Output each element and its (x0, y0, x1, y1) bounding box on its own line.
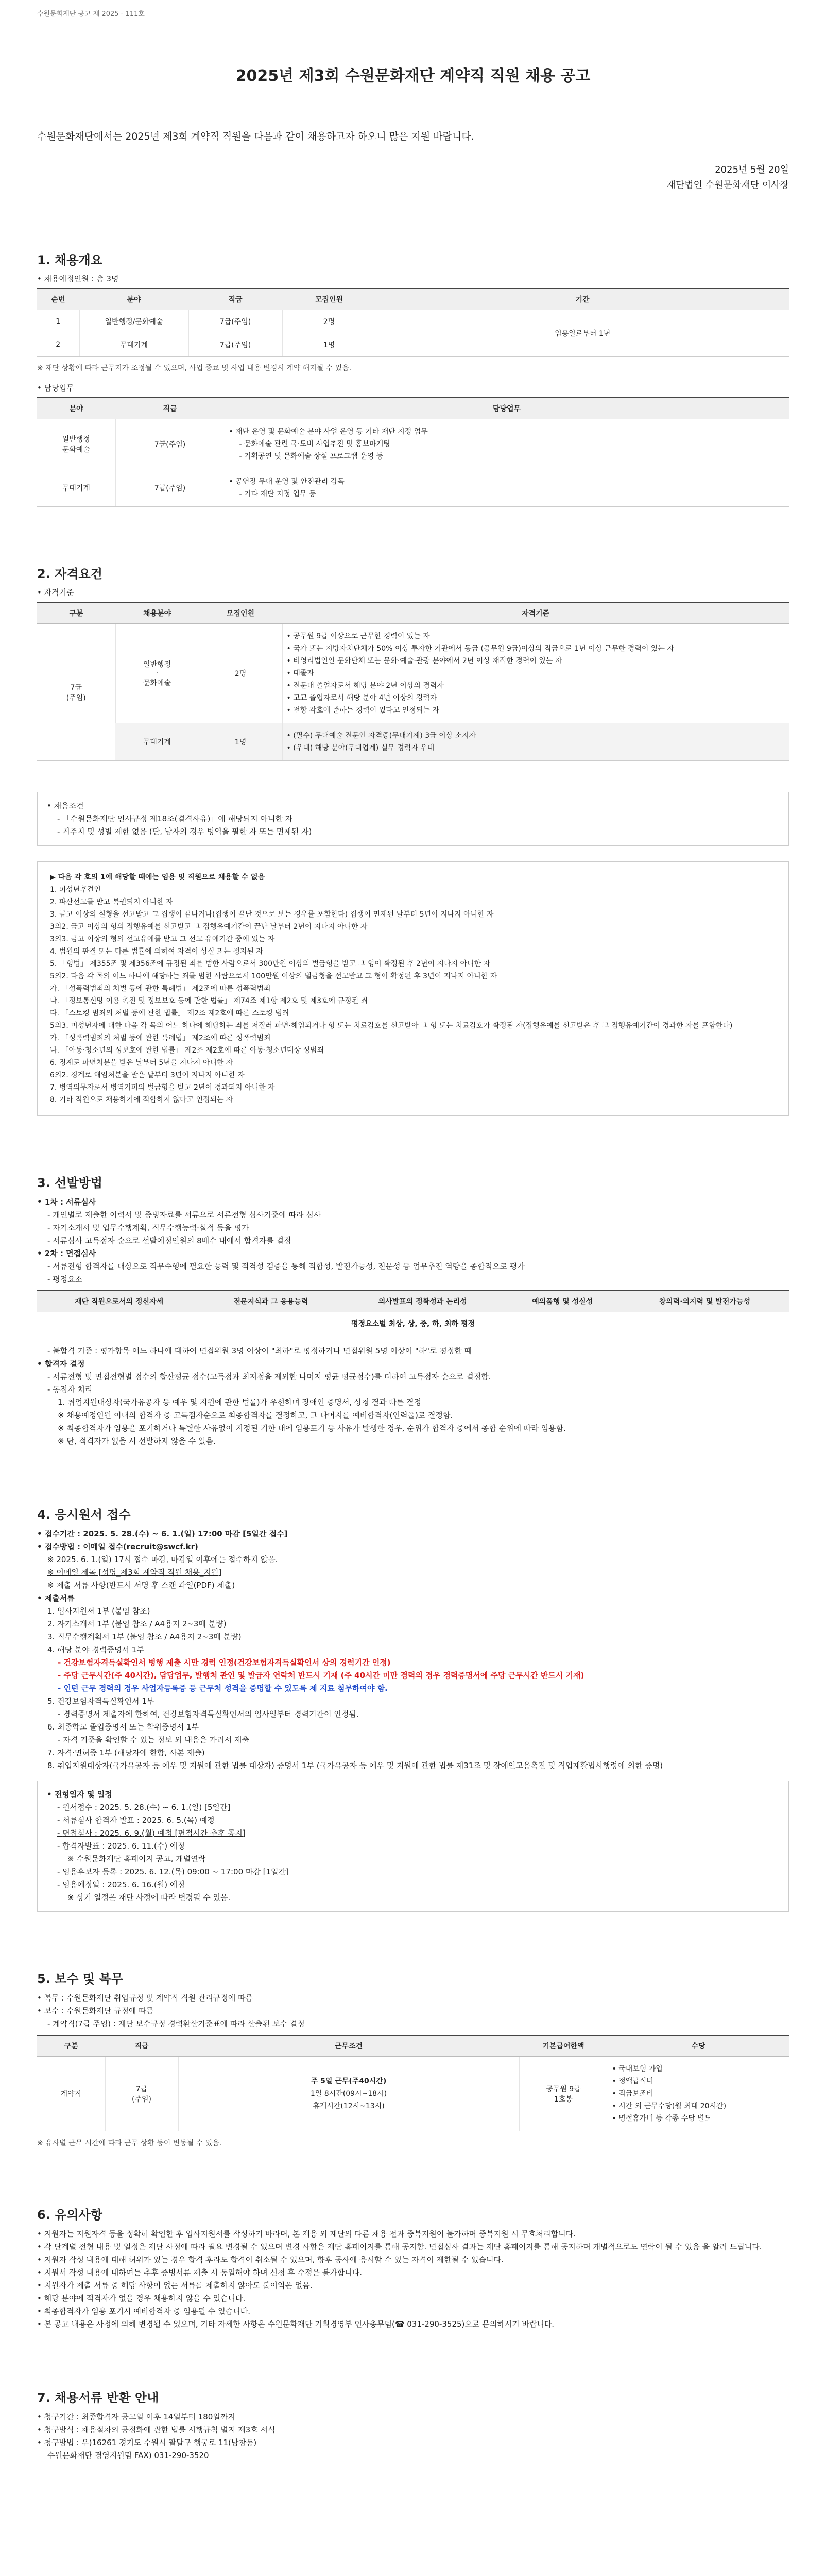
table-row: 무대기계 7급(주임) • 공연장 무대 운영 및 안전관리 감독 - 기타 재단 지정 업무 등 (37, 469, 789, 507)
bullet-criteria: • 자격기준 (37, 588, 74, 597)
bullet-headcount: • 채용예정인원 : 총 3명 (37, 274, 119, 283)
table-row: 7급 (주임) 일반행정 · 문화예술 2명 • 공무원 9급 이상으로 근무한 경력이 있는 자 • 국가 또는 지방자치단체가 50% 이상 투자한 기관에서 동급 (공무원 9급)이상의 직급으로 1년 이상 근무한 경력이 있는 자 • 비영리법인인 문화단체 또는 문화·예술·관광 분야에서 2년 이상 재직한 경력이 있는 자 • 대졸자 • 전문대 졸업자로서 해당 분야 2년 이상의 경력자 • 고교 졸업자로서 해당 분야 4년 이상의 경력자 • 전항 각호에 준하는 경력이 있다고 인정되는 자 (37, 624, 789, 723)
table-row: 계약직 7급 (주임) 주 5일 근무(주40시간) 1일 8시간(09시~18시) 휴게시간(12시~13시) 공무원 9급 1호봉 • 국내보험 가입 • 정액급식비 • 직급보조비 • 시간 외 근무수당(월 최대 20시간) • 명절휴가비 등 각종 수당 별도 (37, 2057, 789, 2131)
section-title-application: 4. 응시원서 접수 (37, 1507, 131, 1522)
section-title-pay: 5. 보수 및 복무 (37, 1972, 123, 1986)
section-title-qualifications: 2. 자격요건 (37, 567, 102, 581)
th-field: 분야 (79, 289, 188, 310)
period-cell: 임용일로부터 1년 (376, 310, 789, 357)
table-row: 일반행정 문화예술 7급(주임) • 재단 운영 및 문화예술 분야 사업 운영 등 기타 재단 지정 업무 - 문화예술 관련 국·도비 사업추진 및 홍보마케팅 - 기획공연 및 문화예술 상설 프로그램 운영 등 (37, 419, 789, 469)
selection-block-2: - 불합격 기준 : 평가항목 어느 하나에 대하여 면접위원 3명 이상이 "최하"로 평정하거나 면접위원 5명 이상이 "하"로 평정한 때 • 합격자 결정 - 서류전형 및 면접전형별 점수의 합산평균 점수(고득점과 최저점을 제외한 나머지 평균 평균점수)를 더하여 고득점자 순으로 결정함. - 동점자 처리 1. 취업지원대상자(국가유공자 등 예우 및 지원에 관한 법률)가 우선하며 장애인 증명서, 상청 결과 따른 결정 ※ 채용예정인원 이내의 합격자 중 고득점자순으로 최종합격자를 결정하고, 그 나머지를 예비합격자(인력풀)로 결정함. ※ 최종합격자가 임용을 포기하거나 특별한 사유없이 지정된 기한 내에 임용포기 등 사유가 발생한 경우, 순위가 합격자 중에서 종합 순위에 따라 임용함. ※ 단, 적격자가 없을 시 선발하지 않을 수 있음. (37, 1346, 566, 1446)
career-note-2: - 주당 근무시간(주 40시간), 담당업무, 발행처 관인 및 발급자 연락처 반드시 기재 (주 40시간 미만 경력의 경우 경력증명서에 주당 근무시간 반드시 기재) (58, 1671, 584, 1680)
pay-note: ※ 유사별 근무 시간에 따라 근무 상황 등이 변동될 수 있음. (37, 2139, 222, 2147)
disqualification-box: ▶ 다음 각 호의 1에 해당할 때에는 임용 및 직원으로 채용할 수 없음 1. 피성년후견인 2. 파산선고를 받고 복권되지 아니한 자 3. 금고 이상의 실형을 선고받고 그 집행이 끝나거나(집행이 끝난 것으로 보는 경우를 포함한다) 집행이 면제된 날부터 5년이 지나지 아니한 자 3의2. 금고 이상의 형의 집행유예를 선고받고 그 집행유예기간이 끝난 날부터 2년이 지나지 아니한 자 3의3. 금고 이상의 형의 선고유예를 받고 그 선고 유예기간 중에 있는 자 4. 법원의 판결 또는 다른 법률에 의하여 자격이 상실 또는 정지된 자 5. 「형법」 제355조 및 제356조에 규정된 죄를 범한 사람으로서 300만원 이상의 벌금형을 받고 그 형이 확정된 후 2년이 지나지 아니한 자 5의2. 다음 각 목의 어느 하나에 해당하는 죄를 범한 사람으로서 100만원 이상의 벌금형을 선고받고 그 형이 확정된 후 3년이 지나지 아니한 자 가. 「성폭력범죄의 처벌 등에 관한 특례법」 제2조에 따른 성폭력범죄 나. 「정보통신망 이용 촉진 및 정보보호 등에 관한 법률」 제74조 제1항 제2호 및 제3호에 규정된 죄 다. 「스토킹 범죄의 처벌 등에 관한 법률」 제2조 제2호에 따른 스토킹 범죄 5의3. 미성년자에 대한 다음 각 목의 어느 하나에 해당하는 죄를 저질러 파면·해임되거나 형 또는 치료감호를 선고받아 그 형 또는 치료감호가 확정된 자(집행유예를 선고받은 후 그 집행유예기간이 경과한 자를 포함한다) 가. 「성폭력범죄의 처벌 등에 관한 특례법」 제2조에 따른 성폭력범죄 나. 「아동·청소년의 성보호에 관한 법률」 제2조 제2호에 따른 아동·청소년대상 성범죄 6. 징계로 파면처분을 받은 날부터 5년을 지나지 아니한 자 6의2. 징계로 해임처분을 받은 날부터 3년이 지나지 아니한 자 7. 병역의무자로서 병역기피의 벌금형을 받고 2년이 경과되지 아니한 자 8. 기타 직원으로 채용하기에 적합하지 않다고 인정되는 자 (37, 861, 789, 1116)
section-title-return: 7. 채용서류 반환 안내 (37, 2391, 159, 2405)
recruit-table (37, 288, 789, 357)
issue-date: 2025년 5월 20일 (715, 164, 789, 175)
issuer: 재단법인 수원문화재단 이사장 (666, 180, 789, 191)
return-block: • 청구기간 : 최종합격자 공고일 이후 14일부터 180일까지 • 청구방식 : 채용절차의 공정화에 관한 법률 시행규칙 별지 제3호 서식 • 청구방법 : 우)16261 경기도 수원시 팔달구 행궁로 11(남창동) 수원문화재단 경영지원팀 FAX) 031-290-3520 (37, 2412, 276, 2460)
th-count: 모집인원 (282, 289, 376, 310)
career-note-1: - 건강보험자격득실확인서 병행 제출 시만 경력 인정(건강보험자격득실확인서 상의 경력기간 인정) (58, 1658, 391, 1667)
table-row: 평정요소별 최상, 상, 중, 하, 최하 평정 (37, 1312, 789, 1335)
pay-table: 구분 직급 근무조건 기본급여한액 수당 계약직 7급 (주임) 주 5일 근무(주40시간) 1일 8시간(09시~18시) 휴게시간(12시~13시) 공무원 9급 1호봉 • 국내보험 가입 • 정액급식비 • 직급보조비 • 시간 외 근무수당(월 최대 20시간) • 명절휴가비 등 각종 수당 별도 (37, 2035, 789, 2131)
conditions-box: • 채용조건 - 「수원문화재단 인사규정 제18조(결격사유)」에 해당되지 아니한 자 - 거주지 및 성별 제한 없음 (단, 남자의 경우 병역을 필한 자 또는 면제된 자) (37, 792, 789, 846)
schedule-box: • 전형일자 및 일정 - 원서접수 : 2025. 5. 28.(수) ~ 6. 1.(일) [5일간] - 서류심사 합격자 발표 : 2025. 6. 5.(목) 예정 - 면접심사 : 2025. 6. 9.(월) 예정 [면접시간 추후 공지] - 합격자발표 : 2025. 6. 11.(수) 예정 ※ 수원문화재단 홈페이지 공고, 개별연락 - 임용후보자 등록 : 2025. 6. 12.(목) 09:00 ~ 17:00 마감 [1일간] - 임용예정일 : 2025. 6. 16.(월) 예정 ※ 상기 일정은 재단 사정에 따라 변경될 수 있음. (37, 1781, 789, 1912)
th-no: 순번 (37, 289, 79, 310)
th-grade: 직급 (188, 289, 282, 310)
issue-date-block (37, 162, 789, 193)
section-title-selection: 3. 선발방법 (37, 1176, 102, 1190)
table-row: 2 무대기계 7급(주임) 1명 (37, 333, 789, 357)
table-row: 무대기계 1명 • (필수) 무대예술 전문인 자격증(무대기계) 3급 이상 소지자 • (우대) 해당 분야(무대업계) 실무 경력자 우대 (37, 723, 789, 761)
pay-block: • 복무 : 수원문화재단 취업규정 및 계약직 직원 관리규정에 따름 • 보수 : 수원문화재단 규정에 따름 - 계약직(7급 주임) : 재단 보수규정 경력환산기준표에 따라 산출된 보수 결정 (37, 1993, 305, 2028)
section-title-notes: 6. 유의사항 (37, 2208, 102, 2222)
th-period: 기간 (376, 289, 789, 310)
announcement-number: 수원문화재단 공고 제 2025 - 111호 (37, 10, 145, 18)
overview-note: ※ 재단 상황에 따라 근무지가 조정될 수 있으며, 사업 종료 및 사업 내용 변경시 계약 해지될 수 있음. (37, 364, 352, 372)
table-row: 1 일반행정/문화예술 7급(주임) 2명 임용일로부터 1년 (37, 310, 789, 333)
career-note-3: - 인턴 근무 경력의 경우 사업자등록증 등 근무처 성격을 증명할 수 있도록 제 지료 첨부하여야 함. (58, 1684, 388, 1693)
page-title: 2025년 제3회 수원문화재단 계약직 직원 채용 공고 (235, 67, 591, 85)
selection-block: • 1차 : 서류심사 - 개인별로 제출한 이력서 및 증빙자료를 서류으로 서류전형 심사기준에 따라 심사 - 자기소개서 및 업무수행계획, 직무수행능력·실적 등을 평가 - 서류심사 고득점자 순으로 선발예정인원의 8배수 내에서 합격자를 결정 • 2차 : 면접심사 - 서류전형 합격자를 대상으로 직무수행에 필요한 능력 및 적격성 검증을 통해 적합성, 발전가능성, 전문성 등 업무추진 역량을 종합적으로 평가 - 평정요소 (37, 1197, 525, 1284)
application-block: • 접수기간 : 2025. 5. 28.(수) ~ 6. 1.(일) 17:00 마감 [5일간 접수] • 접수방법 : 이메일 접수(recruit@swcf.kr) ※ 2025. 6. 1.(일) 17시 접수 마감, 마감일 이후에는 접수하지 않음. ※ 이메일 제목 [성명_제3회 계약직 직원 채용_지원] ※ 제출 서류 사항(반드시 서명 후 스캔 파일(PDF) 제출) • 제출서류 1. 입사지원서 1부 (붙임 참조) 2. 자기소개서 1부 (붙임 참조 / A4용지 2~3매 분량) 3. 직무수행계획서 1부 (붙임 참조 / A4용지 2~3매 분량) 4. 해당 분야 경력증명서 1부 - 건강보험자격득실확인서 병행 제출 시만 경력 인정(건강보험자격득실확인서 상의 경력기간 인정) - 주당 근무시간(주 40시간), 담당업무, 발행처 관인 및 발급자 연락처 반드시 기재 (주 40시간 미만 경력의 경우 경력증명서에 주당 근무시간 반드시 기재) - 인턴 근무 경력의 경우 사업자등록증 등 근무처 성격을 증명할 수 있도록 제 지료 첨부하여야 함. 5. 건강보험자격득실확인서 1부 - 경력증명서 제출자에 한하여, 건강보험자격득실확인서의 입사일부터 경력기간이 인정됨. 6. 최종학교 졸업증명서 또는 학위증명서 1부 - 자격 기준을 확인할 수 있는 정보 외 내용은 가려서 제출 7. 자격·면허증 1부 (해당자에 한함, 사본 제출) 8. 취업지원대상자(국가유공자 등 예우 및 지원에 관한 법률 대상자) 증명서 1부 (국가유공자 등 예우 및 지원에 관한 법률 제31조 및 장애인고용촉진 및 직업재활법시행령에 의한 증명) (37, 1528, 789, 1772)
section-title-overview: 1. 채용개요 (37, 253, 102, 267)
bullet-duty: • 담당업무 (37, 383, 74, 393)
evaluation-table: 재단 직원으로서의 정신자세 전문지식과 그 응용능력 의사발표의 정확성과 논리성 예의품행 및 성실성 창의력·의지력 및 발전가능성 평정요소별 최상, 상, 중, 하, 최하 평정 (37, 1290, 789, 1335)
intro-text: 수원문화재단에서는 2025년 제3회 계약직 직원을 다음과 같이 채용하고자 하오니 많은 지원 바랍니다. (37, 131, 474, 142)
document (37, 0, 789, 2462)
notes-block: • 지원자는 지원자격 등을 정확히 확인한 후 입사지원서를 작성하기 바라며, 본 재용 외 재단의 다른 채용 전과 중복지원이 불가하며 중복지원 시 무효처리합니다. • 각 단계별 전형 내용 및 일정은 재단 사정에 따라 필요 변경될 수 있으며 변경 사항은 재단 홈페이지를 통해 공지함. 면접심사 결과는 재단 홈페이지를 통해 공지하며 개별적으로도 연락이 될 수 있음 을 알려 드립니다. • 지원자 작성 내용에 대해 허위가 있는 경우 합격 후라도 합격이 취소될 수 있으며, 향후 공사에 응시할 수 있는 자격이 제한될 수 있습니다. • 지원서 작성 내용에 대하여는 추후 증빙서류 제출 시 동일해야 하며 신청 후 수정은 불가합니다. • 지원자가 제출 서류 중 해당 사항이 없는 서류를 제출하지 않아도 불이익은 없음. • 해당 분야에 적격자가 없을 경우 채용하지 않을 수 있습니다. • 최종합격자가 임용 포기시 예비합격자 중 임용될 수 있습니다. • 본 공고 내용은 사정에 의해 변경될 수 있으며, 기타 자세한 사항은 수원문화재단 기획경영부 인사총무팀(☎ 031-290-3525)으로 문의하시기 바랍니다. (37, 2229, 762, 2329)
qualification-table: 구분 채용분야 모집인원 자격기준 7급 (주임) 일반행정 · 문화예술 2명 • 공무원 9급 이상으로 근무한 경력이 있는 자 • 국가 또는 지방자치단체가 50% 이상 투자한 기관에서 동급 (공무원 9급)이상의 직급으로 1년 이상 근무한 경력이 있는 자 • 비영리법인인 문화단체 또는 문화·예술·관광 분야에서 2년 이상 재직한 경력이 있는 자 • 대졸자 • 전문대 졸업자로서 해당 분야 2년 이상의 경력자 • 고교 졸업자로서 해당 분야 4년 이상의 경력자 • 전항 각호에 준하는 경력이 있다고 인정되는 자 무대기계 1명 • (필수) 무대예술 전문인 자격증(무대기계) 3급 이상 소지자 • (우대) 해당 분야(무대업계) 실무 경력자 우대 (37, 602, 789, 761)
duty-table: 분야 직급 담당업무 일반행정 문화예술 7급(주임) • 재단 운영 및 문화예술 분야 사업 운영 등 기타 재단 지정 업무 - 문화예술 관련 국·도비 사업추진 및 홍보마케팅 - 기획공연 및 문화예술 상설 프로그램 운영 등 무대기계 7급(주임) • 공연장 무대 운영 및 안전관리 감독 - 기타 재단 지정 업무 등 (37, 397, 789, 507)
